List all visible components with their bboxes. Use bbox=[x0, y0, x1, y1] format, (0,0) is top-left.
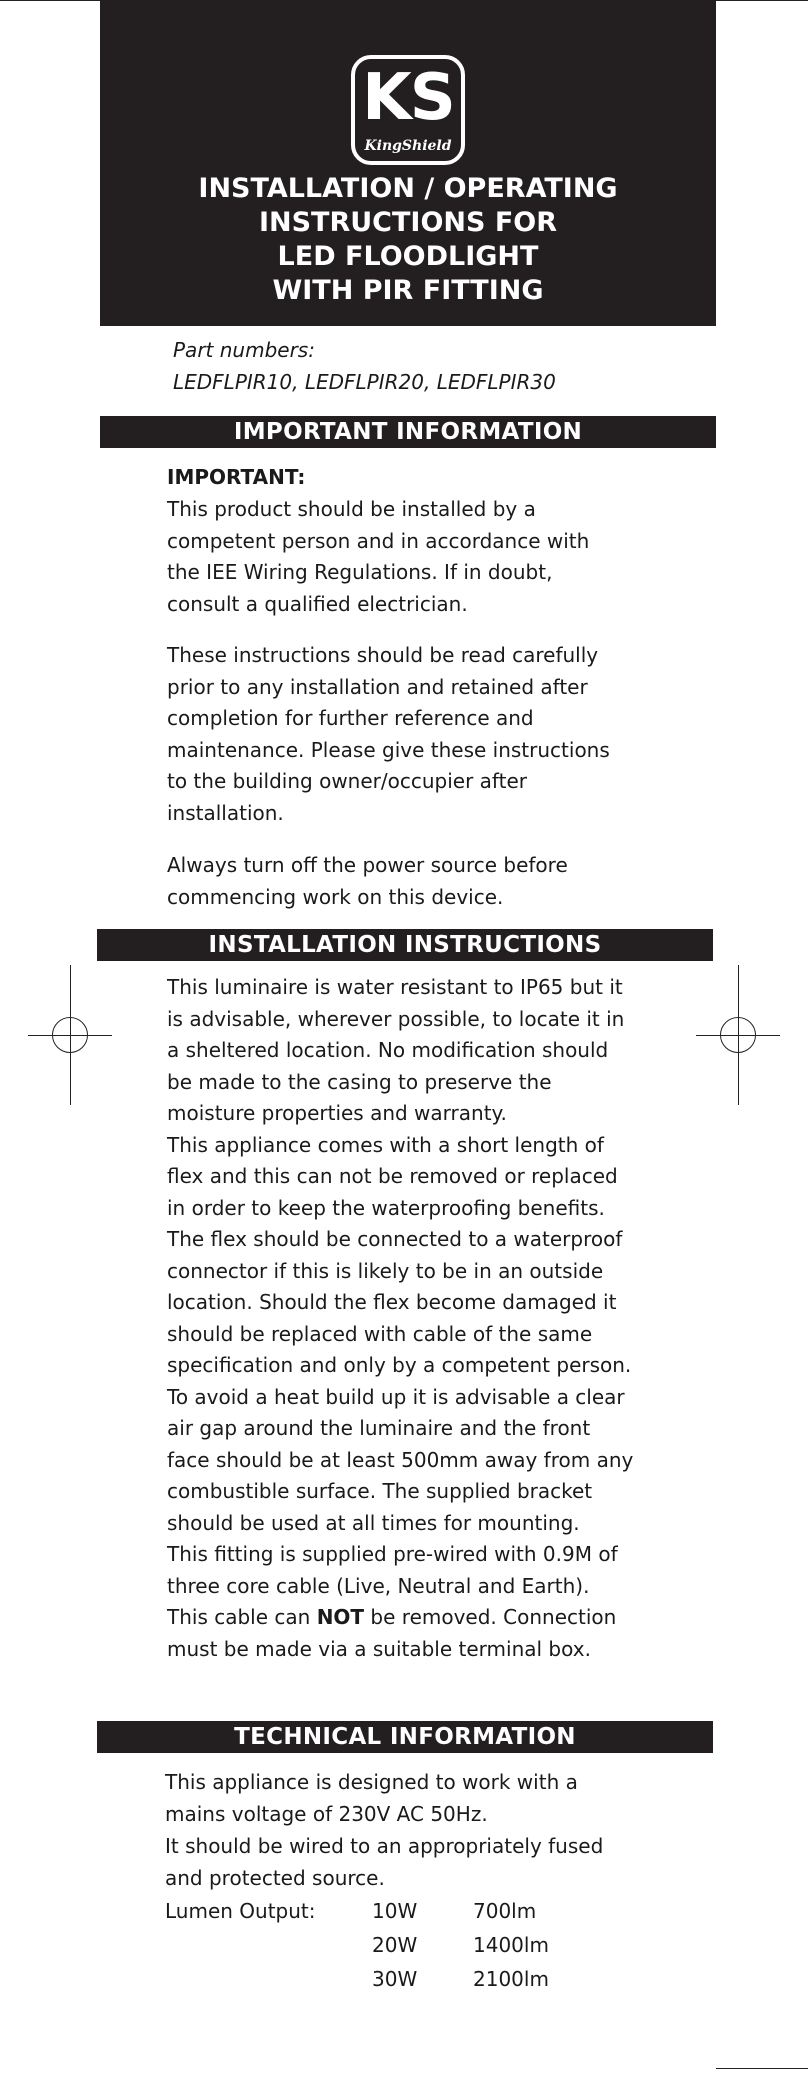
registration-circle-right bbox=[720, 1017, 756, 1053]
registration-circle-left bbox=[52, 1017, 88, 1053]
important-information-heading: IMPORTANT INFORMATION bbox=[100, 416, 716, 448]
lumen-row bbox=[473, 1963, 549, 1996]
crop-mark-top-left bbox=[0, 0, 100, 1]
text-line: in order to keep the waterproofing benefits. bbox=[167, 1195, 605, 1220]
lumen-output-label: Lumen Output: bbox=[165, 1899, 316, 1923]
text-line: maintenance. Please give these instructions bbox=[167, 737, 610, 762]
crop-mark-top-right bbox=[716, 0, 808, 1]
title-line: LED FLOODLIGHT bbox=[277, 241, 539, 272]
header-banner bbox=[100, 0, 716, 326]
text-line: must be made via a suitable terminal box. bbox=[167, 1636, 591, 1661]
important-paragraph-2 bbox=[167, 640, 667, 829]
installation-body bbox=[167, 972, 667, 1665]
text-line: These instructions should be read carefully bbox=[167, 643, 599, 667]
text-line: This product should be installed by a bbox=[167, 497, 536, 521]
lumen-value: 1400lm bbox=[473, 1933, 549, 1957]
text-line: This fitting is supplied pre-wired with 0.9M of bbox=[167, 1542, 618, 1566]
technical-body bbox=[165, 1766, 665, 1894]
text-line: mains voltage of 230V AC 50Hz. bbox=[165, 1802, 488, 1826]
important-paragraph-1 bbox=[167, 494, 667, 620]
text-line: and protected source. bbox=[165, 1866, 385, 1890]
text-line: installation. bbox=[167, 800, 284, 825]
text-line: It should be wired to an appropriately fused bbox=[165, 1834, 604, 1858]
lumen-row bbox=[372, 1929, 417, 1962]
text-line: should be used at all times for mounting. bbox=[167, 1510, 580, 1535]
text-line: combustible surface. The supplied bracket bbox=[167, 1479, 593, 1503]
text-line: specification and only by a competent person. bbox=[167, 1353, 632, 1377]
text-line: a sheltered location. No modification should bbox=[167, 1038, 609, 1062]
logo-brand-name: KingShield bbox=[364, 138, 452, 154]
installation-instructions-heading: INSTALLATION INSTRUCTIONS bbox=[97, 929, 713, 961]
text-line: This appliance is designed to work with a bbox=[165, 1770, 578, 1794]
text-line: to the building owner/occupier after bbox=[167, 769, 527, 793]
text-fragment: be removed. Connection bbox=[364, 1605, 617, 1629]
logo-letters: KS bbox=[362, 61, 454, 135]
part-numbers-label: Part numbers: bbox=[173, 338, 315, 362]
text-line: prior to any installation and retained after bbox=[167, 674, 588, 699]
title-line: INSTRUCTIONS FOR bbox=[258, 207, 558, 238]
important-paragraph-3 bbox=[167, 850, 667, 913]
part-numbers bbox=[173, 334, 556, 398]
crop-mark-bottom-right bbox=[716, 2068, 808, 2069]
kingshield-logo bbox=[351, 55, 465, 165]
text-line bbox=[167, 1602, 667, 1634]
text-line: This luminaire is water resistant to IP65 but it bbox=[167, 975, 623, 999]
title-line: WITH PIR FITTING bbox=[272, 275, 544, 306]
text-line: Always turn off the power source before bbox=[167, 853, 568, 877]
text-line: commencing work on this device. bbox=[167, 884, 504, 909]
lumen-row bbox=[473, 1929, 549, 1962]
lumen-watts: 20W bbox=[372, 1933, 418, 1957]
text-line: This appliance comes with a short length of bbox=[167, 1132, 604, 1157]
text-line: face should be at least 500mm away from any bbox=[167, 1447, 634, 1472]
text-line: flex and this can not be removed or replaced bbox=[167, 1164, 618, 1188]
lumen-watts: 10W bbox=[372, 1899, 418, 1923]
text-line: completion for further reference and bbox=[167, 706, 534, 730]
lumen-row bbox=[473, 1895, 536, 1928]
text-line: three core cable (Live, Neutral and Earth). bbox=[167, 1573, 590, 1598]
technical-information-heading: TECHNICAL INFORMATION bbox=[97, 1721, 713, 1753]
part-numbers-list: LEDFLPIR10, LEDFLPIR20, LEDFLPIR30 bbox=[173, 370, 556, 394]
important-label: IMPORTANT: bbox=[167, 465, 306, 489]
lumen-row bbox=[165, 1895, 316, 1928]
lumen-row bbox=[372, 1963, 417, 1996]
lumen-value: 2100lm bbox=[473, 1967, 549, 1991]
text-line: competent person and in accordance with bbox=[167, 528, 590, 553]
text-fragment: This cable can bbox=[167, 1605, 317, 1629]
text-line: is advisable, wherever possible, to locate it in bbox=[167, 1006, 625, 1031]
text-line: location. Should the flex become damaged it bbox=[167, 1290, 617, 1314]
text-line: consult a qualified electrician. bbox=[167, 591, 468, 616]
lumen-watts: 30W bbox=[372, 1967, 418, 1991]
document-title bbox=[100, 172, 716, 308]
text-line: moisture properties and warranty. bbox=[167, 1101, 507, 1125]
lumen-row bbox=[372, 1895, 417, 1928]
text-line: The flex should be connected to a waterproof bbox=[167, 1227, 623, 1251]
text-line: air gap around the luminaire and the front bbox=[167, 1416, 591, 1440]
not-emphasis: NOT bbox=[316, 1605, 365, 1629]
lumen-value: 700lm bbox=[473, 1899, 537, 1923]
text-line: should be replaced with cable of the same bbox=[167, 1321, 593, 1346]
text-line: To avoid a heat build up it is advisable a clear bbox=[167, 1384, 625, 1409]
title-line: INSTALLATION / OPERATING bbox=[198, 173, 618, 204]
text-line: the IEE Wiring Regulations. If in doubt, bbox=[167, 560, 553, 584]
text-line: connector if this is likely to be in an outside bbox=[167, 1258, 604, 1283]
text-line: be made to the casing to preserve the bbox=[167, 1069, 552, 1094]
